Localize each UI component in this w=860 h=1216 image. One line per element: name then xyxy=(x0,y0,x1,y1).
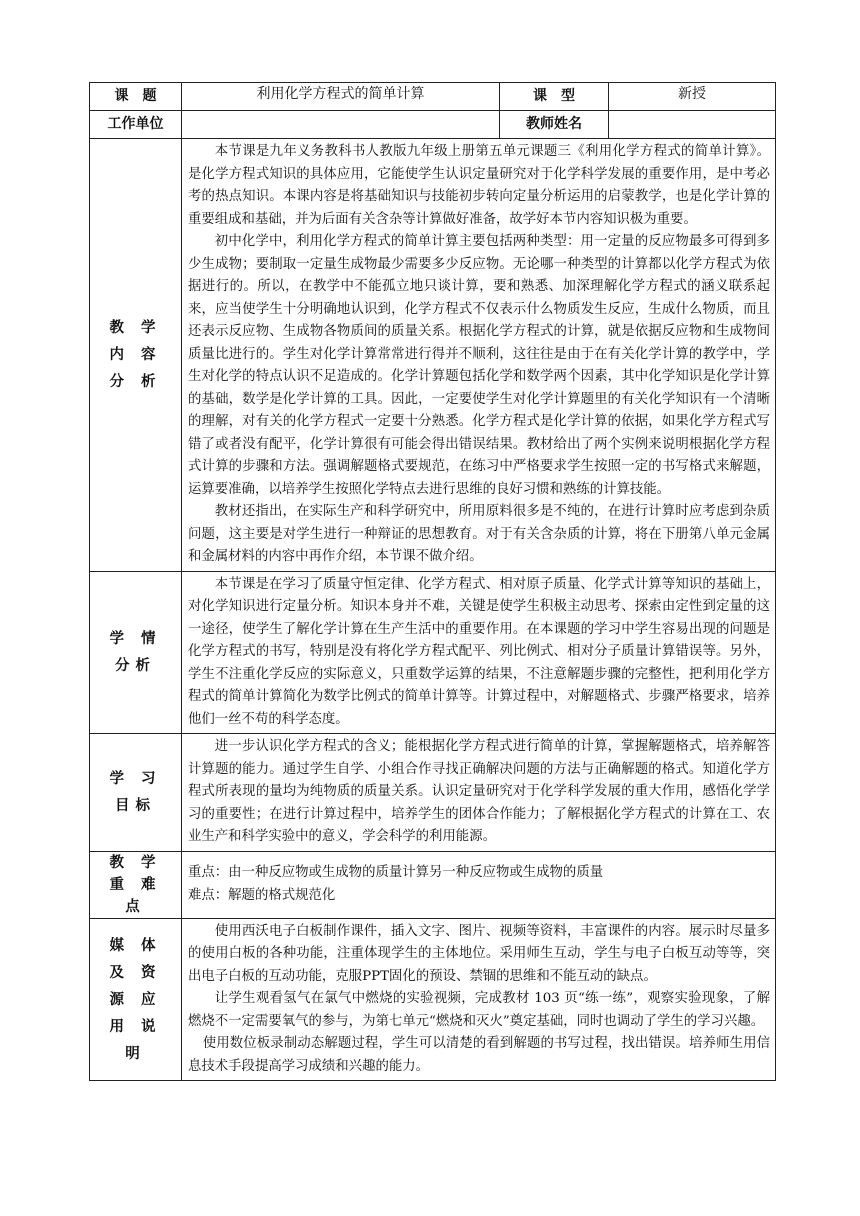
lesson-plan-table xyxy=(89,82,776,1081)
paragraph: 教材还指出，在实际生产和科学研究中，所用原料很多是不纯的，在进行计算时应考虑到杂质问题，这主要是对学生进行一种辩证的思想教育。对于有关含杂质的计算，将在下册第八单元金属和金属材料的内容中再作介绍，本节课不做介绍。 xyxy=(188,504,770,564)
teacher-label: 教师姓名 xyxy=(500,111,609,139)
media-label: 媒 体 及 资 源 应 用 说 明 xyxy=(90,918,182,1081)
key-points-text xyxy=(182,851,776,918)
paragraph: 使用西沃电子白板制作课件，插入文字、图片、视频等资料，丰富课件的内容。展示时尽量多的使用白板的各种功能，注重体现学生的主体地位。采用师生互动，学生与电子白板互动等等，突出电子白板的互动功能，克服PPT固化的预设、禁锢的思维和不能互动的缺点。 xyxy=(188,923,770,984)
header-row-topic xyxy=(90,83,776,111)
student-analysis-text xyxy=(182,571,776,734)
paragraph: 使用数位板录制动态解题过程，学生可以清楚的看到解题的书写过程，找出错误。培养师生用信息技术手段提高学习成绩和兴趣的能力。 xyxy=(188,1036,770,1074)
content-analysis-text xyxy=(182,139,776,572)
objectives-label: 学 习 目标 xyxy=(90,734,182,852)
topic-value: 利用化学方程式的简单计算 xyxy=(182,83,500,111)
media-text xyxy=(182,918,776,1081)
paragraph: 本节课是九年义务教科书人教版九年级上册第五单元课题三《利用化学方程式的简单计算》。是化学方程式知识的具体应用，它能使学生认识定量研究对于化学科学发展的重要作用，是中考必考的热点知识。本课内容是将基础知识与技能初步转向定量分析运用的启蒙教学，也是化学计算的重要组成和基础，并为后面有关含杂等计算做好准备，故学好本节内容知识极为重要。 xyxy=(188,144,770,227)
paragraph: 进一步认识化学方程式的含义；能根据化学方程式进行简单的计算，掌握解题格式，培养解答计算题的能力。通过学生自学、小组合作寻找正确解决问题的方法与正确解题的格式。知道化学方程式所表现的量均为纯物质的质量关系。认识定量研究对于化学科学发展的重大作用，感悟化学学习的重要性；在进行计算过程中，培养学生的团体合作能力；了解根据化学方程式的计算在工、农业生产和科学实验中的意义，学会科学的利用能源。 xyxy=(188,739,770,844)
key-points-label: 教 学 重 难 点 xyxy=(90,851,182,918)
student-analysis-label: 学 情 分析 xyxy=(90,571,182,734)
topic-label: 课 题 xyxy=(90,83,182,111)
key-point-line: 重点：由一种反应物或生成物的质量计算另一种反应物或生成物的质量 xyxy=(188,865,604,880)
paragraph: 初中化学中，利用化学方程式的简单计算主要包括两种类型：用一定量的反应物最多可得到多少生成物；要制取一定量生成物最少需要多少反应物。无论哪一种类型的计算都以化学方程式为依据进行的。所以，在教学中不能孤立地只谈计算，要和熟悉、加深理解化学方程式的涵义联系起来，应当使学生十分明确地认识到，化学方程式不仅表示什么物质发生反应，生成什么物质，而且还表示反应物、生成物各物质间的质量关系。根据化学方程式的计算，就是依据反应物和生成物间质量比进行的。学生对化学计算常常进行得并不顺利，这往往是由于在有关化学计算的教学中，学生对化学的特点认识不足造成的。化学计算题包括化学和数学两个因素，其中化学知识是化学计算的基础，数学是化学计算的工具。因此，一定要使学生对化学计算题里的有关化学知识有一个清晰的理解，对有关的化学方程式一定要十分熟悉。化学方程式是化学计算的依据，如果化学方程式写错了或者没有配平，化学计算很有可能会得出错误结果。教材给出了两个实例来说明根据化学方程式计算的步骤和方法。强调解题格式要规范，在练习中严格要求学生按照一定的书写格式来解题，运算要准确，以培养学生按照化学特点去进行思维的良好习惯和熟练的计算技能。 xyxy=(188,234,770,497)
section-objectives xyxy=(90,734,776,852)
section-key-points xyxy=(90,851,776,918)
header-row-unit xyxy=(90,111,776,139)
unit-label: 工作单位 xyxy=(90,111,182,139)
teacher-value xyxy=(609,111,776,139)
section-student-analysis xyxy=(90,571,776,734)
section-media xyxy=(90,918,776,1081)
objectives-text xyxy=(182,734,776,852)
difficulty-line: 难点：解题的格式规范化 xyxy=(188,887,336,903)
type-value: 新授 xyxy=(609,83,776,111)
unit-value xyxy=(182,111,500,139)
paragraph: 让学生观看氢气在氯气中燃烧的实验视频，完成教材 103 页“练一练”，观察实验现象，了解燃烧不一定需要氧气的参与，为第七单元“燃烧和灭火”奠定基础，同时也调动了学生的学习兴趣。 xyxy=(188,991,770,1029)
content-analysis-label: 教 学 内 容 分 析 xyxy=(90,139,182,572)
section-content-analysis xyxy=(90,139,776,572)
paragraph: 本节课是在学习了质量守恒定律、化学方程式、相对原子质量、化学式计算等知识的基础上，对化学知识进行定量分析。知识本身并不难，关键是使学生积极主动思考、探索由定性到定量的这一途径，使学生了解化学计算在生产生活中的重要作用。在本课题的学习中学生容易出现的问题是化学方程式的书写，特别是没有将化学方程式配平、列比例式、相对分子质量计算错误等。另外，学生不注重化学反应的实际意义，只重数学运算的结果，不注意解题步骤的完整性，把利用化学方程式的简单计算简化为数学比例式的简单计算等。计算过程中，对解题格式、步骤严格要求，培养他们一丝不苟的科学态度。 xyxy=(188,576,770,727)
type-label: 课 型 xyxy=(500,83,609,111)
